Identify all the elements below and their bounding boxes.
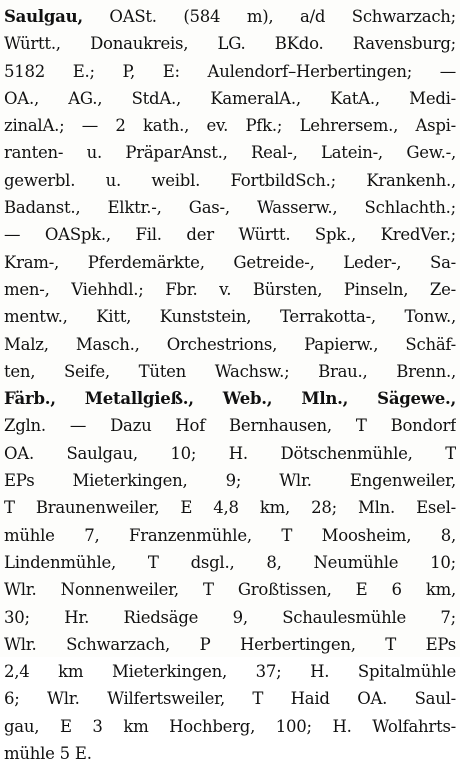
line-text: OA., AG., StdA., KameralA., KatA., Medi- [4,88,456,108]
entry-line [4,249,456,276]
line-text: Badanst., Elktr.-, Gas-, Wasserw., Schlachth.; [4,198,456,218]
entry-line [4,276,456,303]
line-text: gewerbl. u. weibl. FortbildSch.; Krankenh., [4,170,456,190]
entry-line [4,139,456,166]
entry-line [4,112,456,139]
line-text: 6; Wlr. Wilfertsweiler, T Haid OA. Saul- [4,689,456,709]
line-text: Wlr. Schwarzach, P Herbertingen, T EPs [4,634,456,654]
entry-line [4,331,456,358]
entry-line [4,576,456,603]
entry-line [4,194,456,221]
line-text: mühle 7, Franzenmühle, T Moosheim, 8, [4,525,456,545]
entry-line [4,58,456,85]
line-text: OA. Saulgau, 10; H. Dötschenmühle, T [4,443,456,463]
line-text: Färb., Metallgieß., Web., Mln., Sägewe., [4,389,456,409]
entry-line [4,740,456,767]
line-text: Wlr. Nonnenweiler, T Großtissen, E 6 km, [4,580,456,600]
line-text: Württ., Donaukreis, LG. BKdo. Ravensburg; [4,34,456,54]
line-text: ten, Seife, Tüten Wachsw.; Brau., Brenn., [4,361,456,381]
line-text: 2,4 km Mieterkingen, 37; H. Spitalmühle [4,662,456,682]
line-text: gau, E 3 km Hochberg, 100; H. Wolfahrts- [4,716,456,736]
entry-line [4,358,456,385]
line-text: OASt. (584 m), a/d Schwarzach; [82,7,456,26]
line-text: T Braunenweiler, E 4,8 km, 28; Mln. Esel- [4,498,456,518]
entry-line [4,167,456,194]
entry-line [4,385,456,412]
gazetteer-entry-saulgau [4,3,456,767]
entry-line [4,658,456,685]
entry-headword: Saulgau, [4,7,83,26]
line-text: men-, Viehhdl.; Fbr. v. Bürsten, Pinseln, Ze- [4,279,456,299]
line-text: Kram-, Pferdemärkte, Getreide-, Leder-, Sa- [4,252,456,272]
entry-line [4,631,456,658]
entry-line [4,221,456,248]
line-text: EPs Mieterkingen, 9; Wlr. Engenweiler, [4,471,456,491]
line-text: Malz, Masch., Orchestrions, Papierw., Schäf- [4,334,456,354]
line-text: Zgln. — Dazu Hof Bernhausen, T Bondorf [4,416,456,436]
entry-line [4,85,456,112]
entry-line [4,713,456,740]
line-text: 5182 E.; P, E: Aulendorf–Herbertingen; — [4,61,456,81]
entry-line [4,494,456,521]
entry-line [4,3,456,30]
entry-line [4,604,456,631]
entry-line [4,685,456,712]
line-text: mühle 5 E. [4,744,92,764]
line-text: Lindenmühle, T dsgl., 8, Neumühle 10; [4,552,456,572]
line-text: ranten- u. PräparAnst., Real-, Latein-, Gew.-, [4,143,456,163]
entry-line [4,30,456,57]
entry-line [4,549,456,576]
entry-line [4,440,456,467]
line-text: zinalA.; — 2 kath., ev. Pfk.; Lehrersem., Aspi- [4,116,456,136]
line-text: mentw., Kitt, Kunststein, Terrakotta-, Tonw., [4,307,456,327]
entry-line [4,412,456,439]
line-text: 30; Hr. Riedsäge 9, Schaulesmühle 7; [4,607,456,627]
entry-line [4,467,456,494]
line-text: — OASpk., Fil. der Württ. Spk., KredVer.; [4,225,456,245]
entry-line [4,303,456,330]
entry-line [4,522,456,549]
